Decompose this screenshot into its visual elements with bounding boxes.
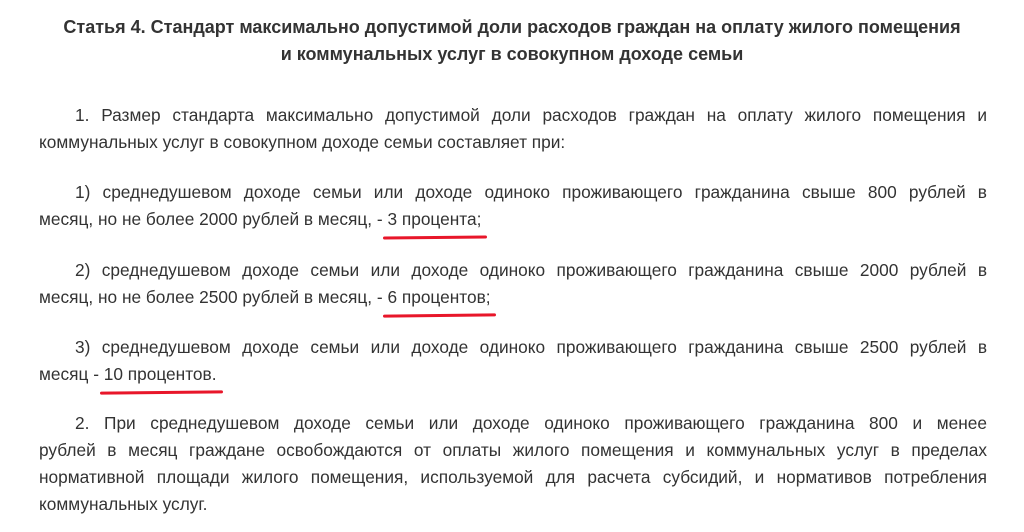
paragraph-2-line-1: 2. При среднедушевом доходе семьи или доходе одиноко проживающего гражданина 800 и менее [75,413,987,433]
red-underline-mark [383,235,487,239]
paragraph-2 [39,410,987,518]
rate-text: 3 процента; [387,209,482,229]
highlighted-rate-3-percent [387,206,481,233]
red-underline-mark [100,390,223,394]
list-item-2 [39,257,987,311]
article-title-line-1: Статья 4. Стандарт максимально допустимой доли расходов граждан на оплату жилого помещения [63,17,961,37]
list-item-1-line-1: 1) среднедушевом доходе семьи или доходе одиноко проживающего гражданина свыше 800 рублей в [75,182,987,202]
list-item-2-line-2 [39,284,987,311]
rate-text: 6 процентов; [387,287,491,307]
paragraph-1-line-1: 1. Размер стандарта максимально допустимой доли расходов граждан на оплату жилого помещения и [75,105,987,125]
paragraph-1-line-2: коммунальных услуг в совокупном доходе семьи составляет при: [39,132,566,152]
list-item-1-text: месяц, но не более 2000 рублей в месяц, - [39,209,388,229]
paragraph-2-line-2: рублей в месяц граждане освобождаются от оплаты жилого помещения и коммунальных услуг в пределах [39,440,987,460]
list-item-2-text: месяц, но не более 2500 рублей в месяц, - [39,287,388,307]
list-item-1 [39,179,987,233]
paragraph-2-line-4: коммунальных услуг. [39,494,208,514]
highlighted-rate-6-percent [387,284,490,311]
article-title [20,14,1004,68]
list-item-3-text: месяц - [39,364,104,384]
list-item-3 [39,334,987,388]
highlighted-rate-10-percent [104,361,217,388]
paragraph-1 [39,102,987,156]
list-item-3-line-2 [39,361,987,388]
article-title-line-2: и коммунальных услуг в совокупном доходе семьи [280,44,744,64]
red-underline-mark [383,313,496,317]
paragraph-2-line-3: нормативной площади жилого помещения, используемой для расчета субсидий, и нормативов потребления [39,467,987,487]
list-item-2-line-1: 2) среднедушевом доходе семьи или доходе одиноко проживающего гражданина свыше 2000 рублей в [75,260,987,280]
list-item-3-line-1: 3) среднедушевом доходе семьи или доходе одиноко проживающего гражданина свыше 2500 рублей в [75,337,987,357]
rate-text: 10 процентов. [103,364,217,384]
list-item-1-line-2 [39,206,987,233]
